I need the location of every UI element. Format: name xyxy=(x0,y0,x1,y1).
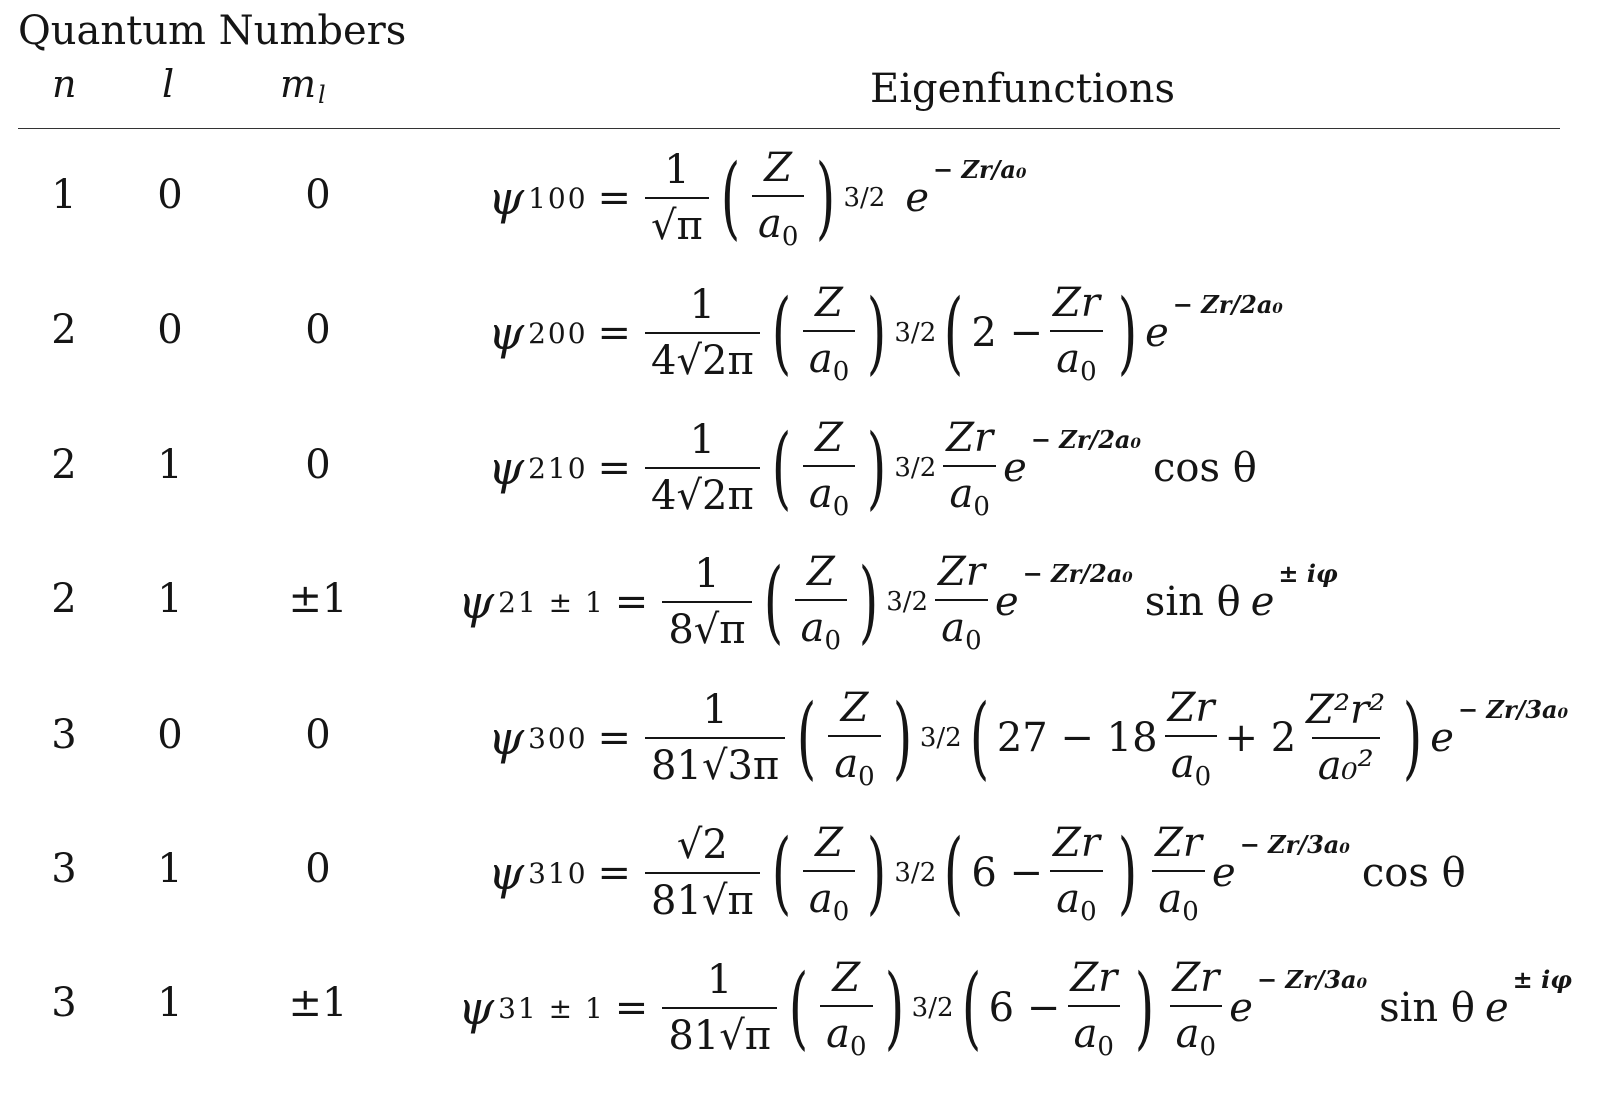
qn-m-cell: 0 xyxy=(305,307,331,353)
qn-l-cell: 1 xyxy=(157,576,183,622)
qn-m-cell: 0 xyxy=(305,712,331,758)
qn-n-cell: 2 xyxy=(51,576,77,622)
eigenfunction-210: ψ 210 = $\frac{1}{4√2\pi}$ ( $\frac{Z}{a_0}$ ) 3/2 $\frac{Zr}{a_0}$ e − Zr/2a₀ cos θ xyxy=(488,414,1257,522)
eigenfunction-31pm1: ψ 31 ± 1 = $\frac{1}{81√\pi}$ ( $\frac{Z}{a_0}$ ) 3/2 ( 6 − $\frac{Zr}{a_0}$ ) $\frac{Zr}{a_0}$ e − Zr/3a₀ sin θ e ± iφ xyxy=(458,954,1572,1062)
eigenfunction-21pm1: ψ 21 ± 1 = $\frac{1}{8√\pi}$ ( $\frac{Z}{a_0}$ ) 3/2 $\frac{Zr}{a_0}$ e − Zr/2a₀ sin θ e ± iφ xyxy=(458,548,1338,656)
qn-l-cell: 0 xyxy=(157,712,183,758)
eigenfunction-200: ψ 200 = $\frac{1}{4√2\pi}$ ( $\frac{Z}{a_0}$ ) 3/2 ( 2 − $\frac{Zr}{a_0}$ ) e − Zr/2a₀ xyxy=(488,279,1283,387)
qn-n-cell: 2 xyxy=(51,442,77,488)
qn-l-cell: 1 xyxy=(157,846,183,892)
qn-n-cell: 1 xyxy=(51,172,77,218)
eigenfunction-310: ψ 310 = $\frac{√2}{81√\pi}$ ( $\frac{Z}{a_0}$ ) 3/2 ( 6 − $\frac{Zr}{a_0}$ ) $\frac{Zr}{a_0}$ e − Zr/3a₀ cos θ xyxy=(488,819,1466,927)
column-n: n xyxy=(52,62,77,106)
qn-n-cell: 2 xyxy=(51,307,77,353)
qn-m-cell: 0 xyxy=(305,442,331,488)
qn-n-cell: 3 xyxy=(51,846,77,892)
qn-m-cell: ±1 xyxy=(288,980,348,1026)
qn-l-cell: 0 xyxy=(157,172,183,218)
qn-m-cell: ±1 xyxy=(288,576,348,622)
qn-n-cell: 3 xyxy=(51,980,77,1026)
column-m: $m_l$ xyxy=(280,62,326,109)
qn-n-cell: 3 xyxy=(51,712,77,758)
qn-m-cell: 0 xyxy=(305,172,331,218)
header-rule xyxy=(18,128,1560,129)
qn-m-cell: 0 xyxy=(305,846,331,892)
qn-l-cell: 1 xyxy=(157,442,183,488)
eigenfunction-300: ψ 300 = $\frac{1}{81√3\pi}$ ( $\frac{Z}{a_0}$ ) 3/2 ( 27 − 18 $\frac{Zr}{a_0}$ + 2 $\frac{\text{Z²r²}}{\text{a₀²}}$ ) e − Zr/3a₀ xyxy=(488,684,1569,792)
column-l: l xyxy=(162,62,175,106)
eigenfunctions-heading: Eigenfunctions xyxy=(870,66,1175,112)
qn-l-cell: 0 xyxy=(157,307,183,353)
quantum-numbers-heading: Quantum Numbers xyxy=(18,8,407,54)
eigenfunction-100: ψ 100 = $\frac{1}{√\pi}$ ( $\frac{Z}{a_0}$ ) 3/2 e − Zr/a₀ xyxy=(488,144,1027,252)
qn-l-cell: 1 xyxy=(157,980,183,1026)
